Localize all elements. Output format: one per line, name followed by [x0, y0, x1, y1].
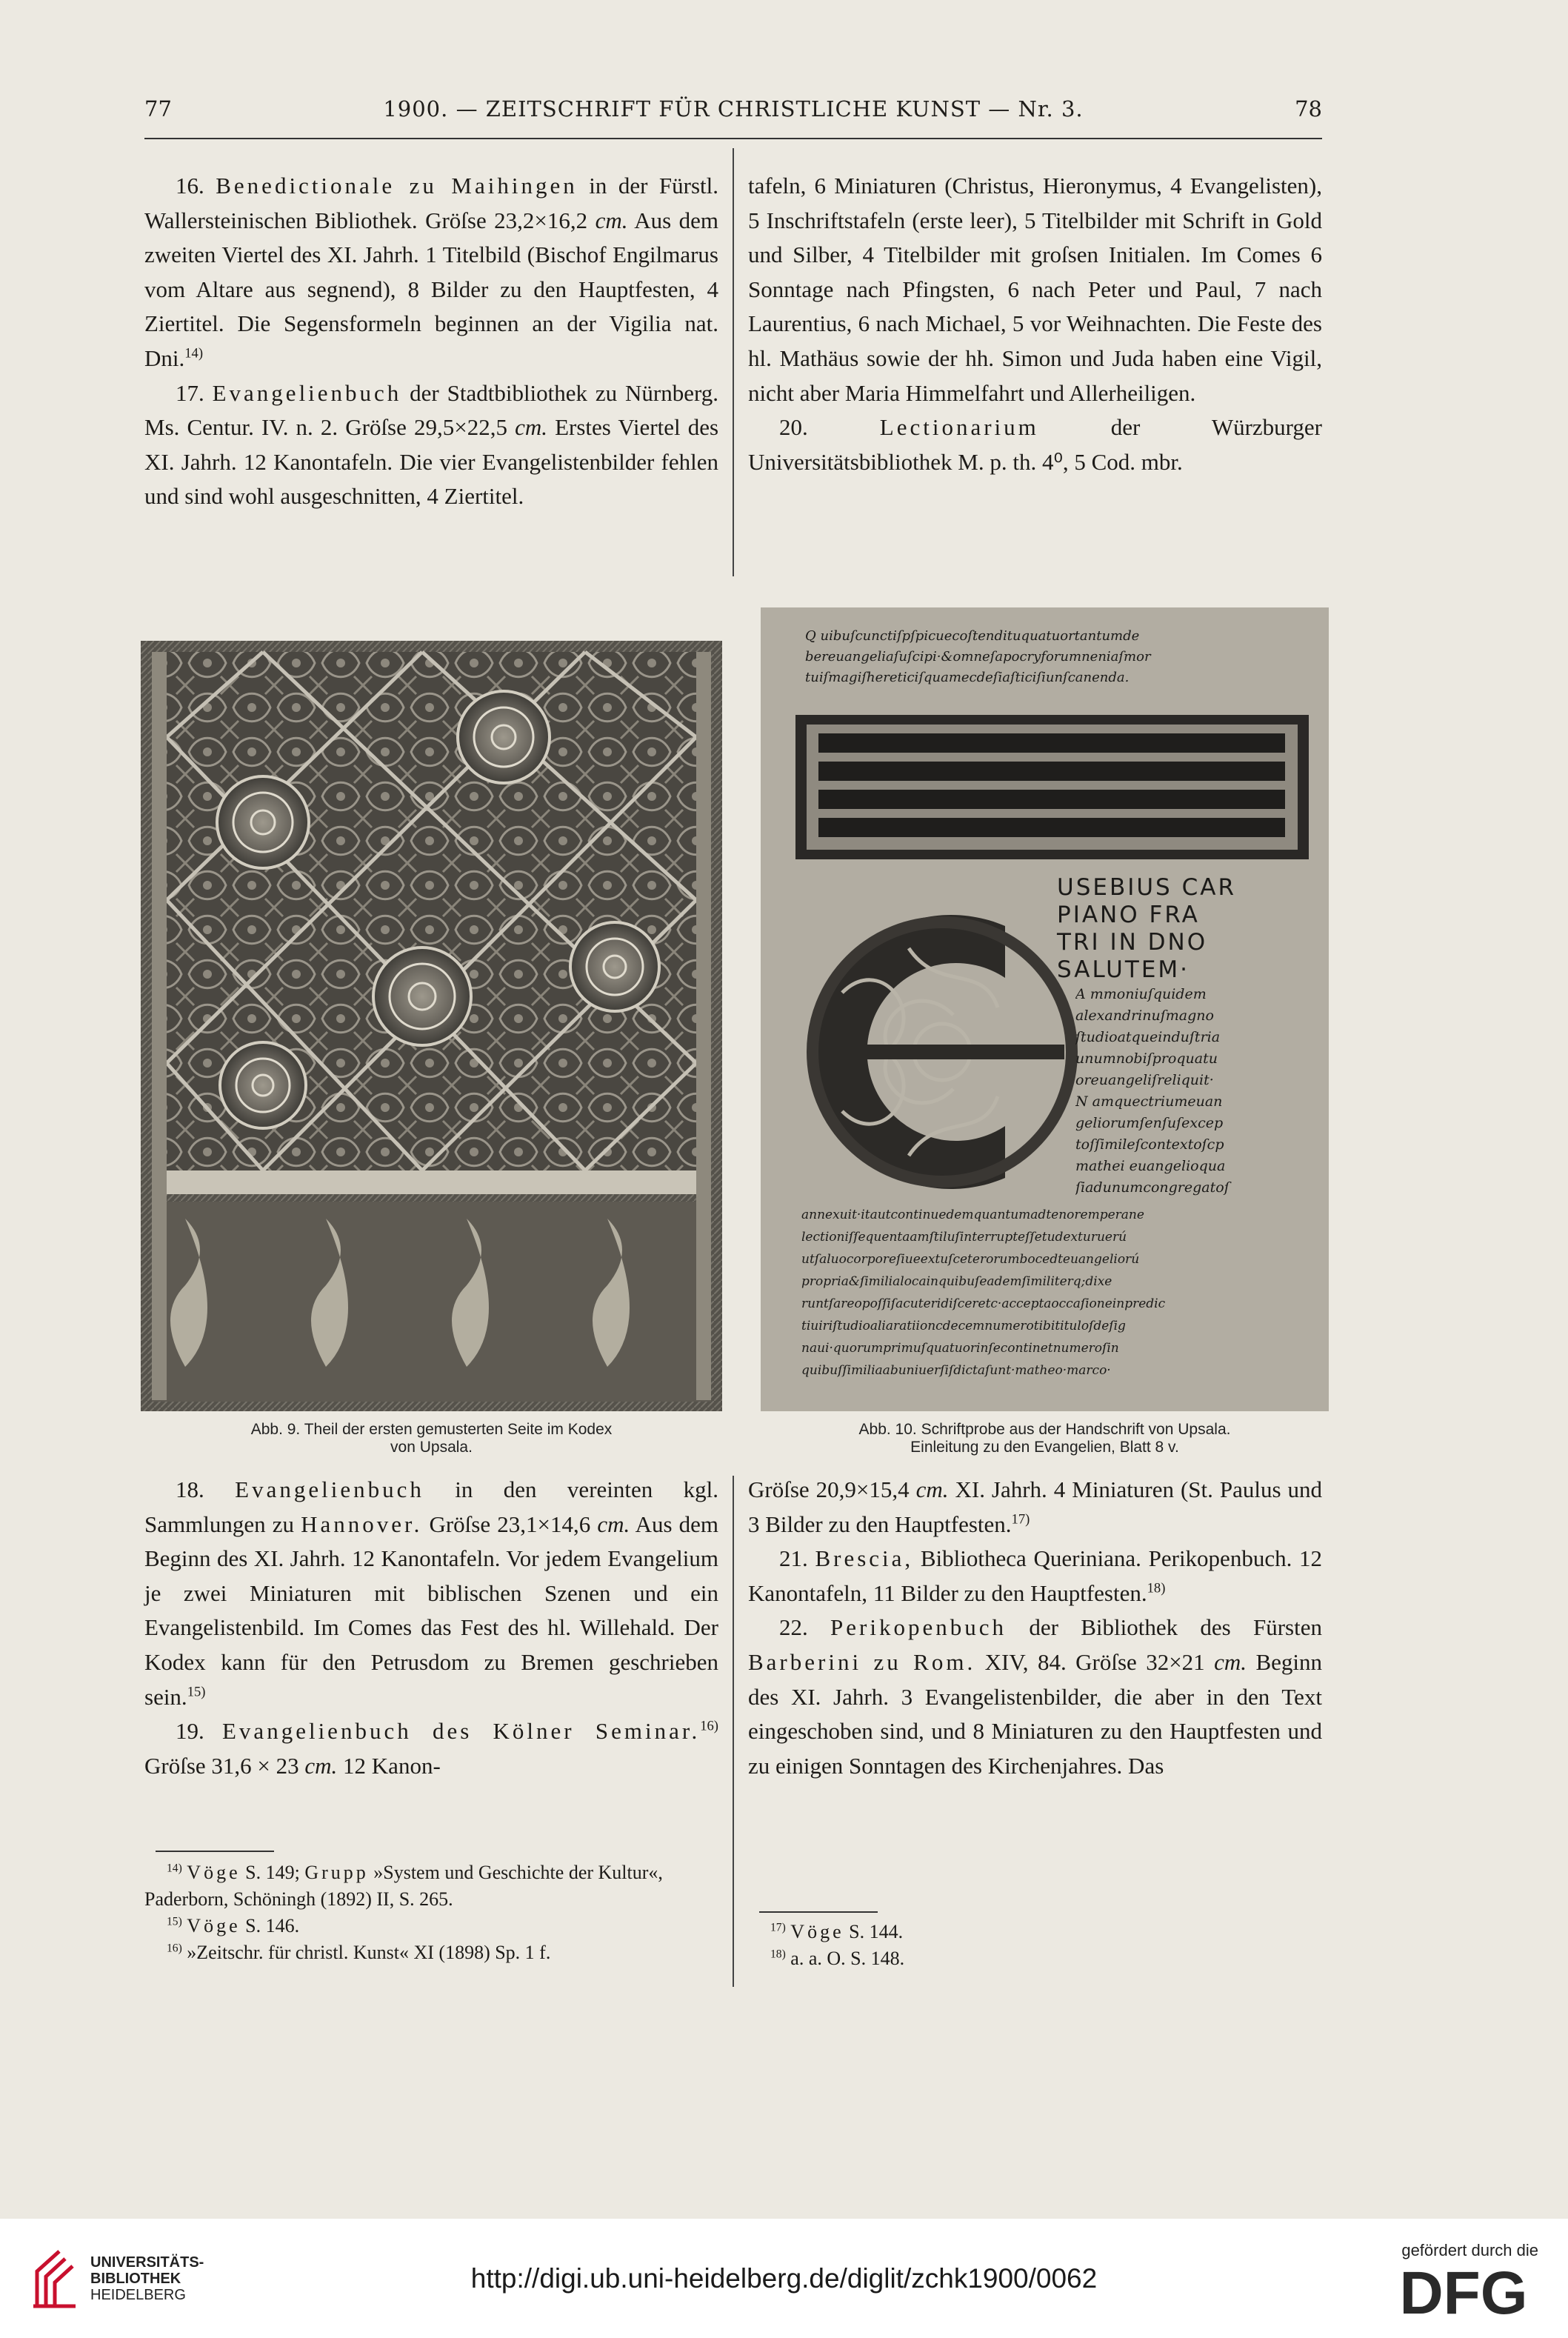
entry-21-number: 21. — [779, 1545, 808, 1572]
manuscript-top-line: tuiſmagiſhereticiſquamecdeſiaſticiſiunſcanenda. — [805, 670, 1130, 685]
entry-17-text-b: Erstes Viertel des XI. Jahrh. 12 Kanontafeln. Die vier Evangelistenbilder fehlen und sind wohl ausgeschnitten, 4 Ziertitel. — [144, 414, 719, 510]
entry-18-text-a: in den vereinten kgl. Sammlungen zu — [144, 1476, 719, 1537]
entry-22 — [748, 1611, 1322, 1783]
entry-21 — [748, 1542, 1322, 1611]
entry-20 — [748, 410, 1322, 479]
entry-22-text-c: Beginn des XI. Jahrh. 3 Evangelistenbilder, die aber in den Text eingeschoben sind, und 8 Miniaturen zu den Hauptfesten und zu einigen Sonntagen des Kirchenjahres. Das — [748, 1648, 1323, 1779]
entry-20-continued — [748, 1473, 1322, 1542]
manuscript-bottom-line: lectioniſſequentaamſtiluſinterrupteſſetudexturuerú — [801, 1230, 1127, 1245]
library-name-line-1: UNIVERSITÄTS- — [90, 2254, 204, 2271]
footnote-15 — [144, 1913, 718, 1939]
entry-19-text-a: Gröſse 31,6 × 23 — [144, 1752, 299, 1779]
entry-20-title: Lectionarium — [879, 414, 1039, 441]
manuscript-side-text — [1075, 984, 1320, 1199]
entry-22-title: Perikopenbuch — [830, 1614, 1007, 1641]
footnote-16-mark: 16) — [167, 1942, 182, 1955]
entry-22-text-a: der Bibliothek des Fürsten — [1029, 1614, 1322, 1641]
entry-18-text-c: Aus dem Beginn des XI. Jahrh. 12 Kanontafeln. Vor jedem Evangelium je zwei Miniaturen mit biblischen Szenen und ein Evangelistenbild. Im Comes das Fest des hl. Willehald. Der Kodex kann für den Petrusdom zu Bremen geschrieben sein. — [144, 1511, 719, 1710]
footnotes-right — [748, 1919, 1322, 1972]
manuscript-caps-line: USEBIUS CAR — [1057, 874, 1236, 901]
entry-18-number: 18. — [176, 1476, 204, 1502]
entry-20-text-b: XI. Jahrh. 4 Miniaturen (St. Paulus und 3 Bilder zu den Hauptfesten. — [748, 1476, 1323, 1537]
entry-18 — [144, 1473, 718, 1714]
footnotes-left — [144, 1859, 718, 1966]
entry-16-unit: cm. — [595, 207, 628, 233]
library-name-line-2: BIBLIOTHEK — [90, 2271, 181, 2287]
manuscript-side-line: geliorumſenſuſexcep — [1075, 1115, 1224, 1131]
manuscript-bottom-line: annexuit·itautcontinuedemquantumadtenoremperane — [801, 1208, 1144, 1222]
manuscript-side-line: ſtudioatqueinduſtria — [1075, 1029, 1221, 1045]
column-divider-bottom — [733, 1476, 734, 1987]
digitization-footer — [0, 2219, 1568, 2338]
dfg-logo-icon — [1386, 2262, 1541, 2319]
ornament-pattern-image — [141, 641, 722, 1411]
manuscript-side-line: A mmoniuſquidem — [1075, 986, 1207, 1002]
permalink-url[interactable]: http://digi.ub.uni-heidelberg.de/diglit/zchk1900/0062 — [470, 2263, 1098, 2294]
entry-17-number: 17. — [176, 379, 204, 406]
entry-20-unit: cm. — [915, 1476, 949, 1502]
dfg-logo-text: DFG — [1399, 2262, 1528, 2319]
page-number-right: 78 — [1295, 96, 1322, 121]
footnote-16-text: »Zeitschr. für christl. Kunst« XI (1898) Sp. 1 f. — [187, 1942, 551, 1963]
manuscript-capitals — [1057, 874, 1316, 984]
header-rule — [144, 138, 1322, 139]
entry-22-place: Barberini zu Rom. — [748, 1648, 976, 1675]
manuscript-side-line: toſſimileſcontextoſcp — [1075, 1136, 1224, 1153]
column-top-left — [144, 169, 718, 514]
manuscript-top-line: bereuangeliaſuſcipi·&omneſapocryforumneniaſmor — [805, 649, 1151, 665]
manuscript-bottom-text — [801, 1204, 1320, 1382]
figure-9-caption-line-2: von Upsala. — [390, 1439, 473, 1456]
entry-20-text: der Würzburger Universitätsbibliothek M. p. th. 4⁰, 5 Cod. mbr. — [748, 414, 1323, 475]
manuscript-side-line: unumnobiſproquatu — [1075, 1050, 1218, 1067]
entry-17 — [144, 376, 718, 514]
entry-17-unit: cm. — [515, 414, 547, 441]
entry-19-continued: tafeln, 6 Miniaturen (Christus, Hieronymus, 4 Evangelisten), 5 Inschriftstafeln (erste leer), 5 Titelbilder mit Schrift in Gold und Silber, 4 Titelbilder mit groſsen Initialen. Im Comes 6 Sonntage nach Pfingsten, 6 nach Peter und Paul, 7 nach Laurentius, 6 nach Michael, 5 vor Weihnachten. Die Feste des hl. Mathäus sowie der hh. Simon und Juda haben eine Vigil, nicht aber Maria Himmelfahrt und Allerheiligen. — [748, 173, 1322, 406]
footnote-15-author: Vöge — [187, 1915, 241, 1936]
entry-16-number: 16. — [176, 173, 204, 199]
entry-16-text-a: in der Fürstl. Wallersteinischen Bibliothek. Gröſse 23,2×16,2 — [144, 173, 719, 233]
entry-19-unit: cm. — [304, 1752, 338, 1779]
footnote-17-author: Vöge — [790, 1921, 844, 1942]
manuscript-caps-line: PIANO FRA — [1057, 902, 1200, 928]
manuscript-side-line: ſiadunumcongregatoſ — [1075, 1179, 1230, 1196]
footnote-15-mark: 15) — [167, 1915, 182, 1928]
footnote-18-mark: 18) — [770, 1948, 786, 1961]
manuscript-bottom-line: utſaluocorporeſiueextuſceterorumbocedteuangeliorú — [801, 1252, 1140, 1267]
manuscript-side-line: oreuangeliſreliquit· — [1075, 1072, 1214, 1088]
entry-22-unit: cm. — [1214, 1648, 1247, 1675]
footnote-rule-right — [759, 1911, 878, 1913]
manuscript-side-line: mathei euangelioqua — [1075, 1158, 1226, 1174]
footnote-15-text: S. 146. — [245, 1915, 300, 1936]
footnote-18-text: a. a. O. S. 148. — [790, 1948, 905, 1969]
entry-16 — [144, 169, 718, 376]
footnote-14-text-a: S. 149; — [245, 1862, 300, 1883]
footnote-17 — [748, 1919, 1322, 1945]
footnote-14-mark: 14) — [167, 1862, 182, 1875]
figure-10-caption — [761, 1421, 1329, 1456]
footnote-18 — [748, 1945, 1322, 1972]
manuscript-caps-line: TRI IN DNO — [1057, 929, 1208, 956]
figure-10-caption-line-2: Einleitung zu den Evangelien, Blatt 8 v. — [910, 1439, 1179, 1456]
footnote-ref-15: 15) — [187, 1684, 206, 1700]
manuscript-side-line: N amquectriumeuan — [1075, 1093, 1223, 1110]
column-divider-top — [733, 148, 734, 576]
entry-18-unit: cm. — [597, 1511, 630, 1537]
footnote-17-text: S. 144. — [849, 1921, 904, 1942]
entry-19-text-b: 12 Kanon- — [343, 1752, 441, 1779]
entry-21-text: Bibliotheca Queriniana. Perikopenbuch. 12 Kanontafeln, 11 Bilder zu den Hauptfesten. — [748, 1545, 1323, 1606]
footnote-ref-14: 14) — [184, 345, 204, 362]
manuscript-bottom-line: naui·quorumprimuſquatuorinſecontinetnumeroſin — [801, 1341, 1119, 1356]
entry-22-number: 22. — [779, 1614, 808, 1641]
figure-9-ornamental-page — [141, 641, 722, 1411]
entry-20-number: 20. — [779, 414, 808, 441]
manuscript-bottom-line: propria&ſimilialocainquibuſeademſimiliterq;dixe — [801, 1274, 1112, 1289]
entry-18-text-b: Gröſse 23,1×14,6 — [429, 1511, 591, 1537]
figure-10-caption-line-1: Abb. 10. Schriftprobe aus der Handschrift von Upsala. — [858, 1421, 1231, 1438]
entry-20-size: Gröſse 20,9×15,4 — [748, 1476, 910, 1502]
manuscript-bottom-line: quibuſſimiliaabuniuerſiſdictaſunt·matheo·marco· — [801, 1363, 1111, 1378]
manuscript-bottom-line: tiuiriſtudioaliaratiioncdecemnumerotibitituloſdeſig — [801, 1319, 1126, 1333]
funded-by-label: gefördert durch die — [1401, 2241, 1538, 2259]
entry-19-number: 19. — [176, 1718, 204, 1745]
figure-9-caption — [141, 1421, 722, 1456]
running-header — [144, 96, 1322, 133]
manuscript-side-line: alexandrinuſmagno — [1075, 1008, 1214, 1024]
entry-19-title: Evangelienbuch des Kölner Seminar. — [222, 1718, 701, 1745]
footnote-14 — [144, 1859, 718, 1913]
footnote-ref-16: 16) — [700, 1718, 718, 1734]
figure-9-caption-line-1: Abb. 9. Theil der ersten gemusterten Seite im Kodex — [250, 1421, 613, 1438]
entry-18-title: Evangelienbuch — [235, 1476, 424, 1502]
column-top-right — [748, 169, 1322, 479]
entry-21-title: Brescia, — [815, 1545, 914, 1572]
entry-22-text-b: XIV, 84. Gröſse 32×21 — [984, 1648, 1205, 1675]
entry-17-text-a: der Stadtbibliothek zu Nürnberg. Ms. Centur. IV. n. 2. Gröſse 29,5×22,5 — [144, 379, 719, 441]
footnote-14-author-2: Grupp — [304, 1862, 369, 1883]
figure-10-manuscript-sample — [761, 607, 1329, 1411]
entry-19 — [144, 1714, 718, 1783]
footnote-rule-left — [156, 1851, 274, 1852]
footnote-ref-17: 17) — [1011, 1511, 1030, 1528]
initial-e-ornament — [813, 915, 1072, 1189]
footnote-14-text-b: »System und Geschichte der Kultur«, Paderborn, Schöningh (1892) II, S. 265. — [144, 1862, 663, 1910]
entry-17-title: Evangelienbuch — [212, 379, 402, 406]
entry-18-place: Hannover. — [301, 1511, 423, 1537]
entry-16-text-b: Aus dem zweiten Viertel des XI. Jahrh. 1 Titelbild (Bischof Engilmarus vom Altare aus segnend), 8 Bilder zu den Hauptfesten, 4 Ziertitel. Die Segensformeln beginnen an der Vigilia nat. Dni. — [144, 207, 719, 371]
footnote-16 — [144, 1939, 718, 1966]
column-bottom-right — [748, 1473, 1322, 1783]
footnote-ref-18: 18) — [1147, 1580, 1166, 1596]
library-name-line-3: HEIDELBERG — [90, 2287, 186, 2303]
manuscript-top-line: Q uibuſcunctiſpſpicuecoſtendituquatuortantumde — [805, 628, 1140, 644]
footnote-17-mark: 17) — [770, 1921, 786, 1934]
manuscript-caps-line: SALUTEM· — [1057, 956, 1190, 983]
page-number-left: 77 — [144, 96, 172, 121]
footnote-14-author-1: Vöge — [187, 1862, 241, 1883]
journal-title: 1900. — ZEITSCHRIFT FÜR CHRISTLICHE KUNST — Nr. 3. — [383, 96, 1084, 121]
entry-16-title: Benedictionale zu Maihingen — [216, 173, 578, 199]
column-bottom-left — [144, 1473, 718, 1783]
manuscript-bottom-line: runtſareopoſſiſacuteridiſceretc·acceptaoccaſioneinpredic — [801, 1296, 1166, 1311]
